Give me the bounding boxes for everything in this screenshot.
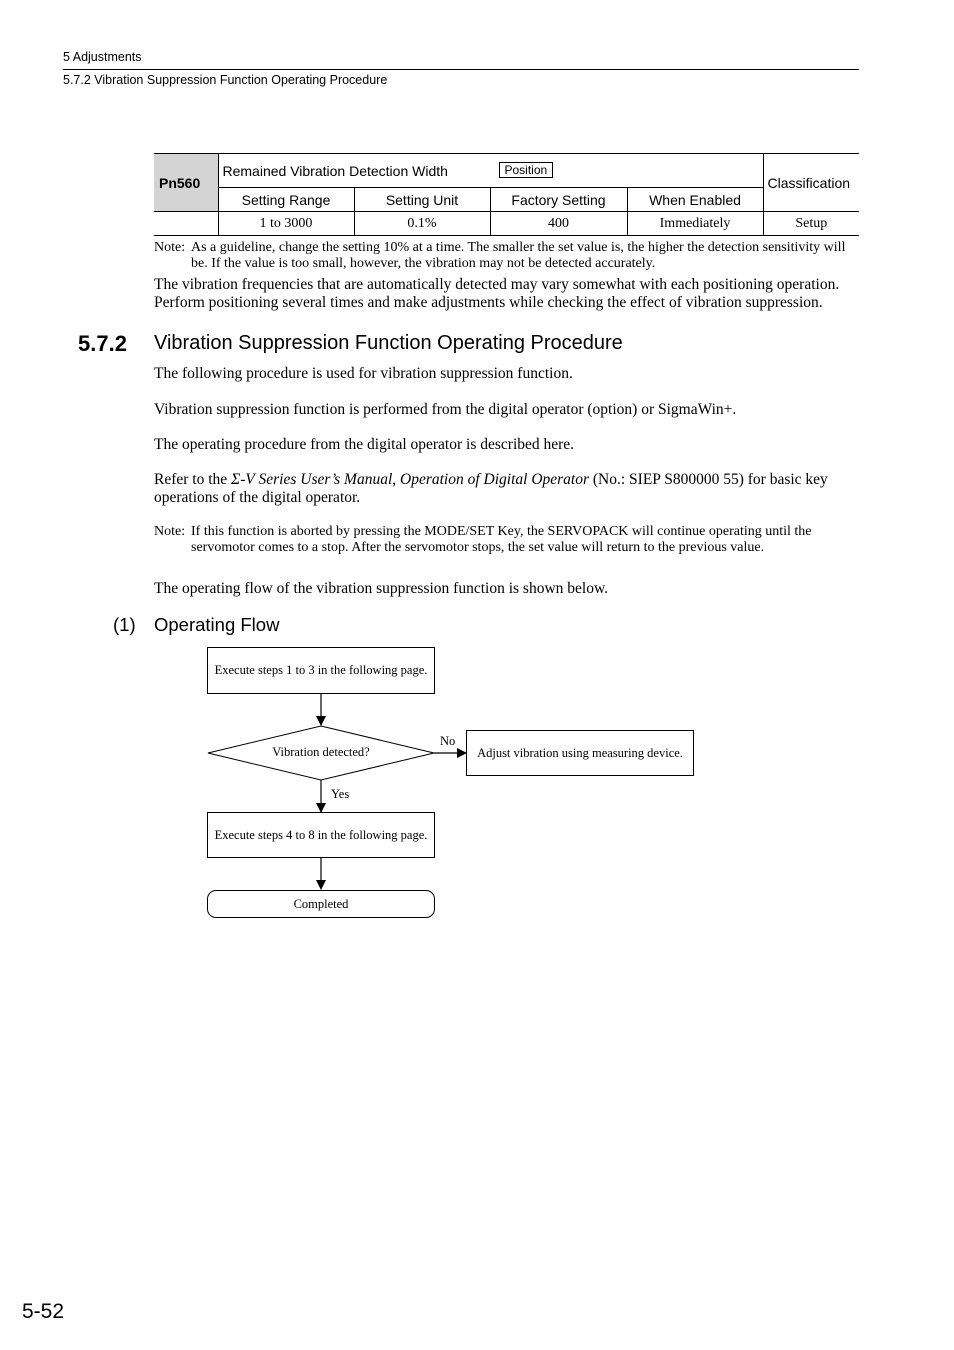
note-label: Note: — [154, 524, 186, 539]
note-label: Note: — [154, 240, 186, 255]
flow-end: Completed — [207, 890, 435, 918]
value-when-enabled: Immediately — [627, 212, 763, 236]
flow-no-label: No — [440, 734, 456, 748]
section-title: Vibration Suppression Function Operating Procedure — [154, 332, 623, 354]
paragraph-procedure-intro: The following procedure is used for vibration suppression function. — [154, 365, 573, 382]
mode-badge: Position — [499, 162, 554, 178]
refer-suffix: (No.: SIEP S800000 55) for basic key operations of the digital operator. — [154, 471, 828, 506]
header-when-enabled: When Enabled — [627, 188, 763, 212]
note-text: If this function is aborted by pressing the MODE/SET Key, the SERVOPACK will continue operating until the servomotor comes to a stop. After the servomotor stops, the set value will return to the previous value. — [191, 524, 812, 555]
paragraph-vibration-frequencies: The vibration frequencies that are automatically detected may vary somewhat with each positioning operation. Perform positioning several times and make adjustments while checking the effect of vibration suppression. — [154, 276, 840, 311]
page-number: 5-52 — [22, 1300, 65, 1323]
value-classification: Setup — [763, 212, 859, 236]
parameter-number: Pn560 — [154, 154, 218, 212]
paragraph-performed-from: Vibration suppression function is performed from the digital operator (option) or SigmaWin+. — [154, 401, 737, 418]
flow-step-2: Execute steps 4 to 8 in the following page. — [207, 812, 435, 858]
manual-title: -V Series User’s Manual, Operation of Digital Operator — [240, 471, 590, 488]
note-text: As a guideline, change the setting 10% at a time. The smaller the set value is, the higher the detection sensitivity will be. If the value is too small, however, the vibration may not be detected accurately. — [191, 240, 846, 271]
flow-yes-label: Yes — [331, 787, 350, 801]
paragraph-digital-operator: The operating procedure from the digital operator is described here. — [154, 436, 575, 453]
subsection-number: (1) — [113, 614, 136, 635]
sigma-symbol: Σ — [231, 471, 241, 488]
running-header-chapter: 5 Adjustments — [63, 50, 142, 64]
running-header-section: 5.7.2 Vibration Suppression Function Operating Procedure — [63, 73, 388, 87]
header-setting-range: Setting Range — [218, 188, 354, 212]
flow-decision-label: Vibration detected? — [272, 745, 370, 759]
paragraph-operating-flow-intro: The operating flow of the vibration suppression function is shown below. — [154, 580, 609, 597]
subsection-title: Operating Flow — [154, 614, 280, 635]
value-factory-setting: 400 — [490, 212, 627, 236]
flow-step-1: Execute steps 1 to 3 in the following page. — [207, 647, 435, 694]
value-setting-range: 1 to 3000 — [218, 212, 354, 236]
value-setting-unit: 0.1% — [354, 212, 490, 236]
header-factory-setting: Factory Setting — [490, 188, 627, 212]
section-number: 5.7.2 — [78, 331, 127, 356]
classification-header: Classification — [763, 154, 859, 212]
parameter-name: Remained Vibration Detection Width — [222, 162, 448, 179]
refer-prefix: Refer to the — [154, 471, 232, 488]
flow-side-action: Adjust vibration using measuring device. — [466, 730, 694, 776]
header-setting-unit: Setting Unit — [354, 188, 490, 212]
